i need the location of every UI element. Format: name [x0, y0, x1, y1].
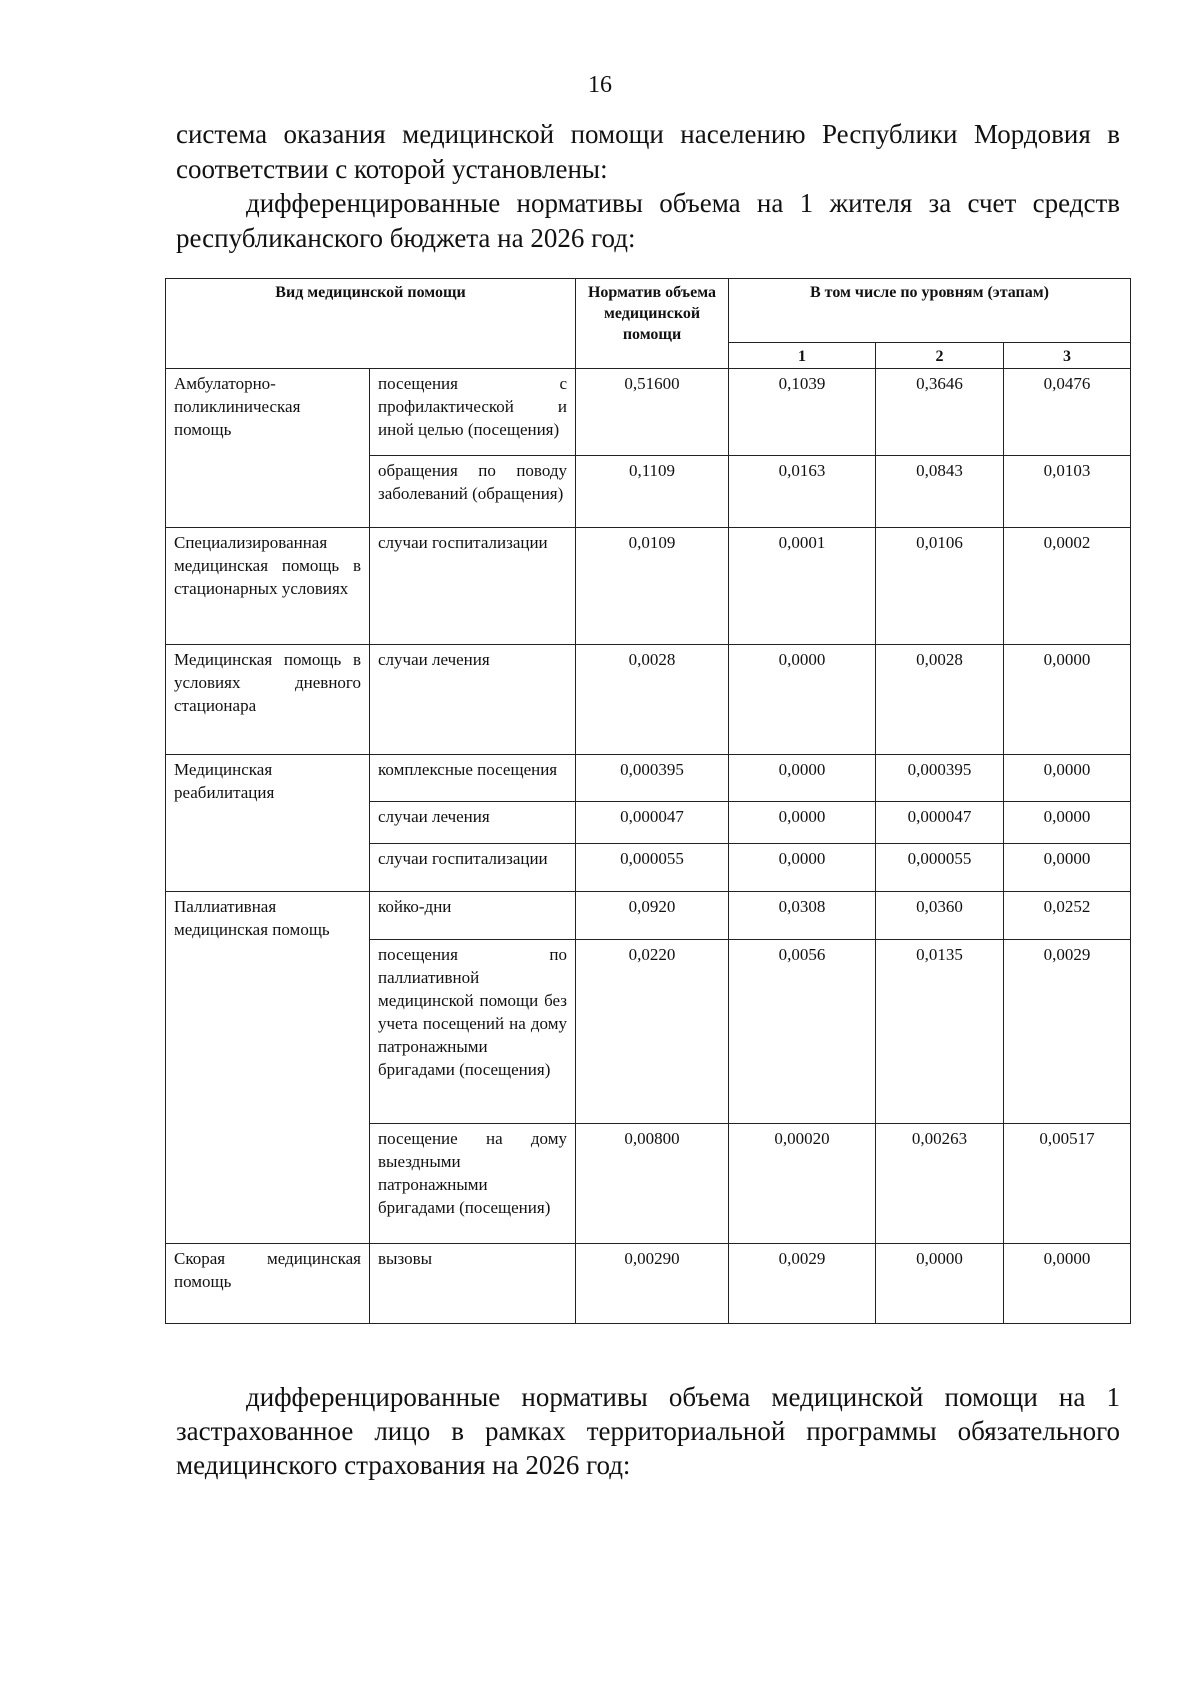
row-unit: комплексные посещения — [370, 755, 576, 802]
row-level-1: 0,0000 — [729, 802, 876, 844]
row-norm: 0,0028 — [576, 645, 729, 755]
row-level-2: 0,3646 — [876, 369, 1004, 456]
row-level-3: 0,0000 — [1004, 1244, 1131, 1324]
row-level-1: 0,0000 — [729, 645, 876, 755]
row-unit: посещения по паллиативной медицинской помощи без учета посещений на дому патронажными бригадами (посещения) — [370, 940, 576, 1124]
row-level-3: 0,0000 — [1004, 802, 1131, 844]
header-level-2: 2 — [876, 343, 1004, 369]
group-name: Амбулаторно-поликлиническая помощь — [166, 369, 370, 528]
row-level-1: 0,00020 — [729, 1124, 876, 1244]
header-norm: Норматив объема медицинской помощи — [576, 279, 729, 369]
table-row — [166, 369, 1131, 456]
row-norm: 0,0220 — [576, 940, 729, 1124]
row-unit: случаи госпитализации — [370, 844, 576, 892]
row-unit: вызовы — [370, 1244, 576, 1324]
row-level-1: 0,0000 — [729, 755, 876, 802]
row-level-3: 0,0000 — [1004, 844, 1131, 892]
row-level-3: 0,0000 — [1004, 755, 1131, 802]
group-name: Медицинская помощь в условиях дневного стационара — [166, 645, 370, 755]
norms-table-container — [165, 278, 1131, 1324]
norms-table — [165, 278, 1131, 1324]
page-number: 16 — [588, 72, 612, 98]
table-row — [166, 528, 1131, 645]
row-level-1: 0,0000 — [729, 844, 876, 892]
row-level-2: 0,000055 — [876, 844, 1004, 892]
row-norm: 0,1109 — [576, 456, 729, 528]
row-norm: 0,00800 — [576, 1124, 729, 1244]
group-name: Специализированная медицинская помощь в стационарных условиях — [166, 528, 370, 645]
row-level-2: 0,000047 — [876, 802, 1004, 844]
row-level-1: 0,1039 — [729, 369, 876, 456]
row-norm: 0,0920 — [576, 892, 729, 940]
row-unit: посещение на дому выездными патронажными бригадами (посещения) — [370, 1124, 576, 1244]
header-level-1: 1 — [729, 343, 876, 369]
row-unit: койко-дни — [370, 892, 576, 940]
row-level-3: 0,0252 — [1004, 892, 1131, 940]
row-level-1: 0,0001 — [729, 528, 876, 645]
table-row — [166, 1244, 1131, 1324]
outro-paragraph: дифференцированные нормативы объема медицинской помощи на 1 застрахованное лицо в рамках территориальной программы обязательного медицинского страхования на 2026 год: — [176, 1382, 1120, 1480]
row-norm: 0,000055 — [576, 844, 729, 892]
row-level-2: 0,0360 — [876, 892, 1004, 940]
group-name: Медицинская реабилитация — [166, 755, 370, 892]
row-level-2: 0,0028 — [876, 645, 1004, 755]
row-level-3: 0,00517 — [1004, 1124, 1131, 1244]
row-level-1: 0,0056 — [729, 940, 876, 1124]
header-level-3: 3 — [1004, 343, 1131, 369]
row-level-1: 0,0163 — [729, 456, 876, 528]
group-name: Скорая медицинская помощь — [166, 1244, 370, 1324]
row-level-2: 0,0135 — [876, 940, 1004, 1124]
row-norm: 0,0109 — [576, 528, 729, 645]
row-level-1: 0,0308 — [729, 892, 876, 940]
header-levels: В том числе по уровням (этапам) — [729, 279, 1131, 343]
group-name: Паллиативная медицинская помощь — [166, 892, 370, 1244]
row-norm: 0,000395 — [576, 755, 729, 802]
row-level-2: 0,000395 — [876, 755, 1004, 802]
row-level-3: 0,0029 — [1004, 940, 1131, 1124]
row-norm: 0,51600 — [576, 369, 729, 456]
row-level-3: 0,0000 — [1004, 645, 1131, 755]
table-row — [166, 645, 1131, 755]
row-level-2: 0,0106 — [876, 528, 1004, 645]
row-unit: случаи госпитализации — [370, 528, 576, 645]
row-norm: 0,000047 — [576, 802, 729, 844]
header-kind: Вид медицинской помощи — [166, 279, 576, 369]
intro-paragraph-system: система оказания медицинской помощи населению Республики Мордовия в соответствии с которой установлены: — [176, 119, 1120, 184]
row-level-1: 0,0029 — [729, 1244, 876, 1324]
row-level-3: 0,0103 — [1004, 456, 1131, 528]
row-unit: случаи лечения — [370, 802, 576, 844]
table-row — [166, 755, 1131, 802]
row-level-2: 0,0843 — [876, 456, 1004, 528]
table-row — [166, 892, 1131, 940]
row-level-2: 0,00263 — [876, 1124, 1004, 1244]
row-level-2: 0,0000 — [876, 1244, 1004, 1324]
row-level-3: 0,0002 — [1004, 528, 1131, 645]
row-unit: обращения по поводу заболеваний (обращения) — [370, 456, 576, 528]
row-unit: посещения с профилактической и иной целью (посещения) — [370, 369, 576, 456]
intro-paragraph-norms: дифференцированные нормативы объема на 1 жителя за счет средств республиканского бюджета на 2026 год: — [176, 188, 1120, 253]
row-level-3: 0,0476 — [1004, 369, 1131, 456]
row-norm: 0,00290 — [576, 1244, 729, 1324]
row-unit: случаи лечения — [370, 645, 576, 755]
